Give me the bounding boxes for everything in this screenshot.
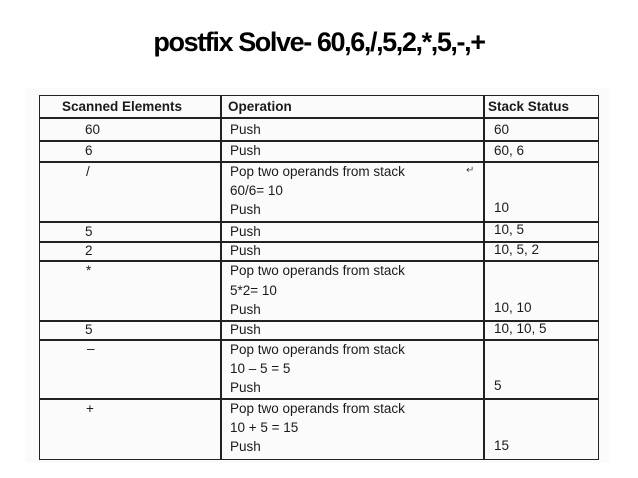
row-divider bbox=[39, 140, 599, 142]
operation-text: Pop two operands from stack bbox=[230, 263, 405, 278]
header-divider bbox=[39, 117, 599, 119]
scanned-element: 6 bbox=[85, 143, 93, 158]
header-operation: Operation bbox=[228, 99, 292, 114]
scanned-element: * bbox=[86, 263, 92, 278]
operation-text: 5*2= 10 bbox=[230, 283, 277, 298]
stack-status: 10, 5, 2 bbox=[494, 242, 540, 257]
stack-status: 10, 5 bbox=[494, 222, 525, 237]
operation-text: Push bbox=[230, 122, 261, 137]
scanned-element: 5 bbox=[85, 224, 93, 239]
slide-title: postfix Solve- 60,6,/,5,2,*,5,-,+ bbox=[153, 27, 485, 57]
operation-text: Push bbox=[230, 380, 261, 395]
operation-text: Push bbox=[230, 243, 261, 258]
header-stack-status: Stack Status bbox=[488, 99, 570, 114]
stack-status: 10, 10, 5 bbox=[494, 321, 547, 336]
row-divider bbox=[39, 260, 599, 262]
operation-text: Push bbox=[230, 322, 261, 337]
stack-status: 60 bbox=[494, 122, 510, 137]
row-divider bbox=[39, 161, 599, 163]
stack-status: 5 bbox=[494, 378, 502, 393]
column-divider bbox=[483, 95, 485, 460]
operation-text: Push bbox=[230, 439, 261, 454]
stack-status: 60, 6 bbox=[494, 143, 525, 158]
scanned-element: – bbox=[87, 341, 95, 356]
scanned-element: + bbox=[86, 401, 94, 416]
operation-text: 10 + 5 = 15 bbox=[230, 420, 299, 435]
stack-status: 10, 10 bbox=[494, 300, 532, 315]
scanned-element: 2 bbox=[85, 243, 93, 258]
operation-text: Push bbox=[230, 143, 261, 158]
row-divider bbox=[39, 398, 599, 400]
operation-text: Pop two operands from stack bbox=[230, 342, 405, 357]
operation-text: 10 – 5 = 5 bbox=[230, 361, 291, 376]
header-scanned-elements: Scanned Elements bbox=[62, 99, 183, 114]
operation-text: Push bbox=[230, 202, 261, 217]
scanned-element: 60 bbox=[85, 122, 101, 137]
operation-text: Push bbox=[230, 224, 261, 239]
stack-status: 15 bbox=[494, 438, 510, 453]
scanned-element: / bbox=[86, 164, 90, 179]
stack-status: 10 bbox=[494, 200, 510, 215]
column-divider bbox=[220, 95, 222, 460]
operation-text: Pop two operands from stack bbox=[230, 164, 405, 179]
operation-text: Push bbox=[230, 302, 261, 317]
scanned-element: 5 bbox=[85, 322, 93, 337]
pen-mark-icon: ↵ bbox=[466, 165, 475, 176]
operation-text: Pop two operands from stack bbox=[230, 401, 405, 416]
row-divider bbox=[39, 339, 599, 341]
operation-text: 60/6= 10 bbox=[230, 183, 283, 198]
